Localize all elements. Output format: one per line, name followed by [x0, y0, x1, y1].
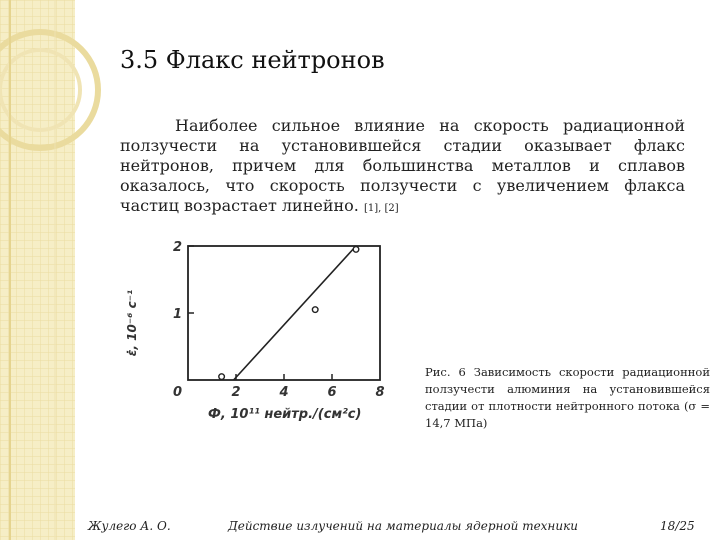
sidebar-pattern — [0, 0, 75, 540]
x-tick-label: 8 — [375, 385, 385, 400]
footer-title: Действие излучений на материалы ядерной техники — [228, 519, 578, 533]
paragraph-text: Наиболее сильное влияние на скорость радиационной ползучести на установившейся стадии оказывает флакс нейтронов, причем для большинства металлов и сплавов оказалось, что скорость ползучести с увеличением флакса частиц возрастает линейно. — [120, 116, 685, 215]
slide-title: 3.5 Флакс нейтронов — [120, 46, 385, 74]
y-tick-label: 2 — [172, 240, 182, 255]
decorative-sidebar — [0, 0, 75, 540]
figure-caption: Рис. 6 Зависимость скорости радиационной ползучести алюминия на установившейся стадии от плотности нейтронного потока (σ = 14,7 МПа) — [425, 365, 710, 430]
page-number: 18/25 — [660, 519, 695, 533]
body-paragraph — [120, 116, 685, 219]
footer-author: Жулего А. О. — [88, 519, 171, 533]
x-tick-label: 2 — [231, 385, 241, 400]
x-tick-label: 0 — [172, 385, 182, 400]
x-axis-ticks — [173, 374, 385, 400]
data-point — [219, 374, 225, 380]
x-tick-label: 4 — [279, 385, 289, 400]
x-tick-label: 6 — [327, 385, 337, 400]
references: [1], [2] — [363, 203, 399, 214]
data-point — [353, 247, 359, 253]
plot-frame — [188, 246, 380, 380]
creep-rate-chart — [125, 228, 385, 428]
y-axis-ticks — [173, 240, 194, 322]
fit-line — [234, 246, 356, 380]
y-tick-label: 1 — [172, 307, 182, 322]
plot-area — [188, 246, 380, 380]
y-axis-label: ε̇, 10⁻⁶ с⁻¹ — [125, 289, 139, 357]
x-axis-label: Ф, 10¹¹ нейтр./(см²с) — [208, 407, 362, 422]
data-point — [312, 307, 318, 313]
